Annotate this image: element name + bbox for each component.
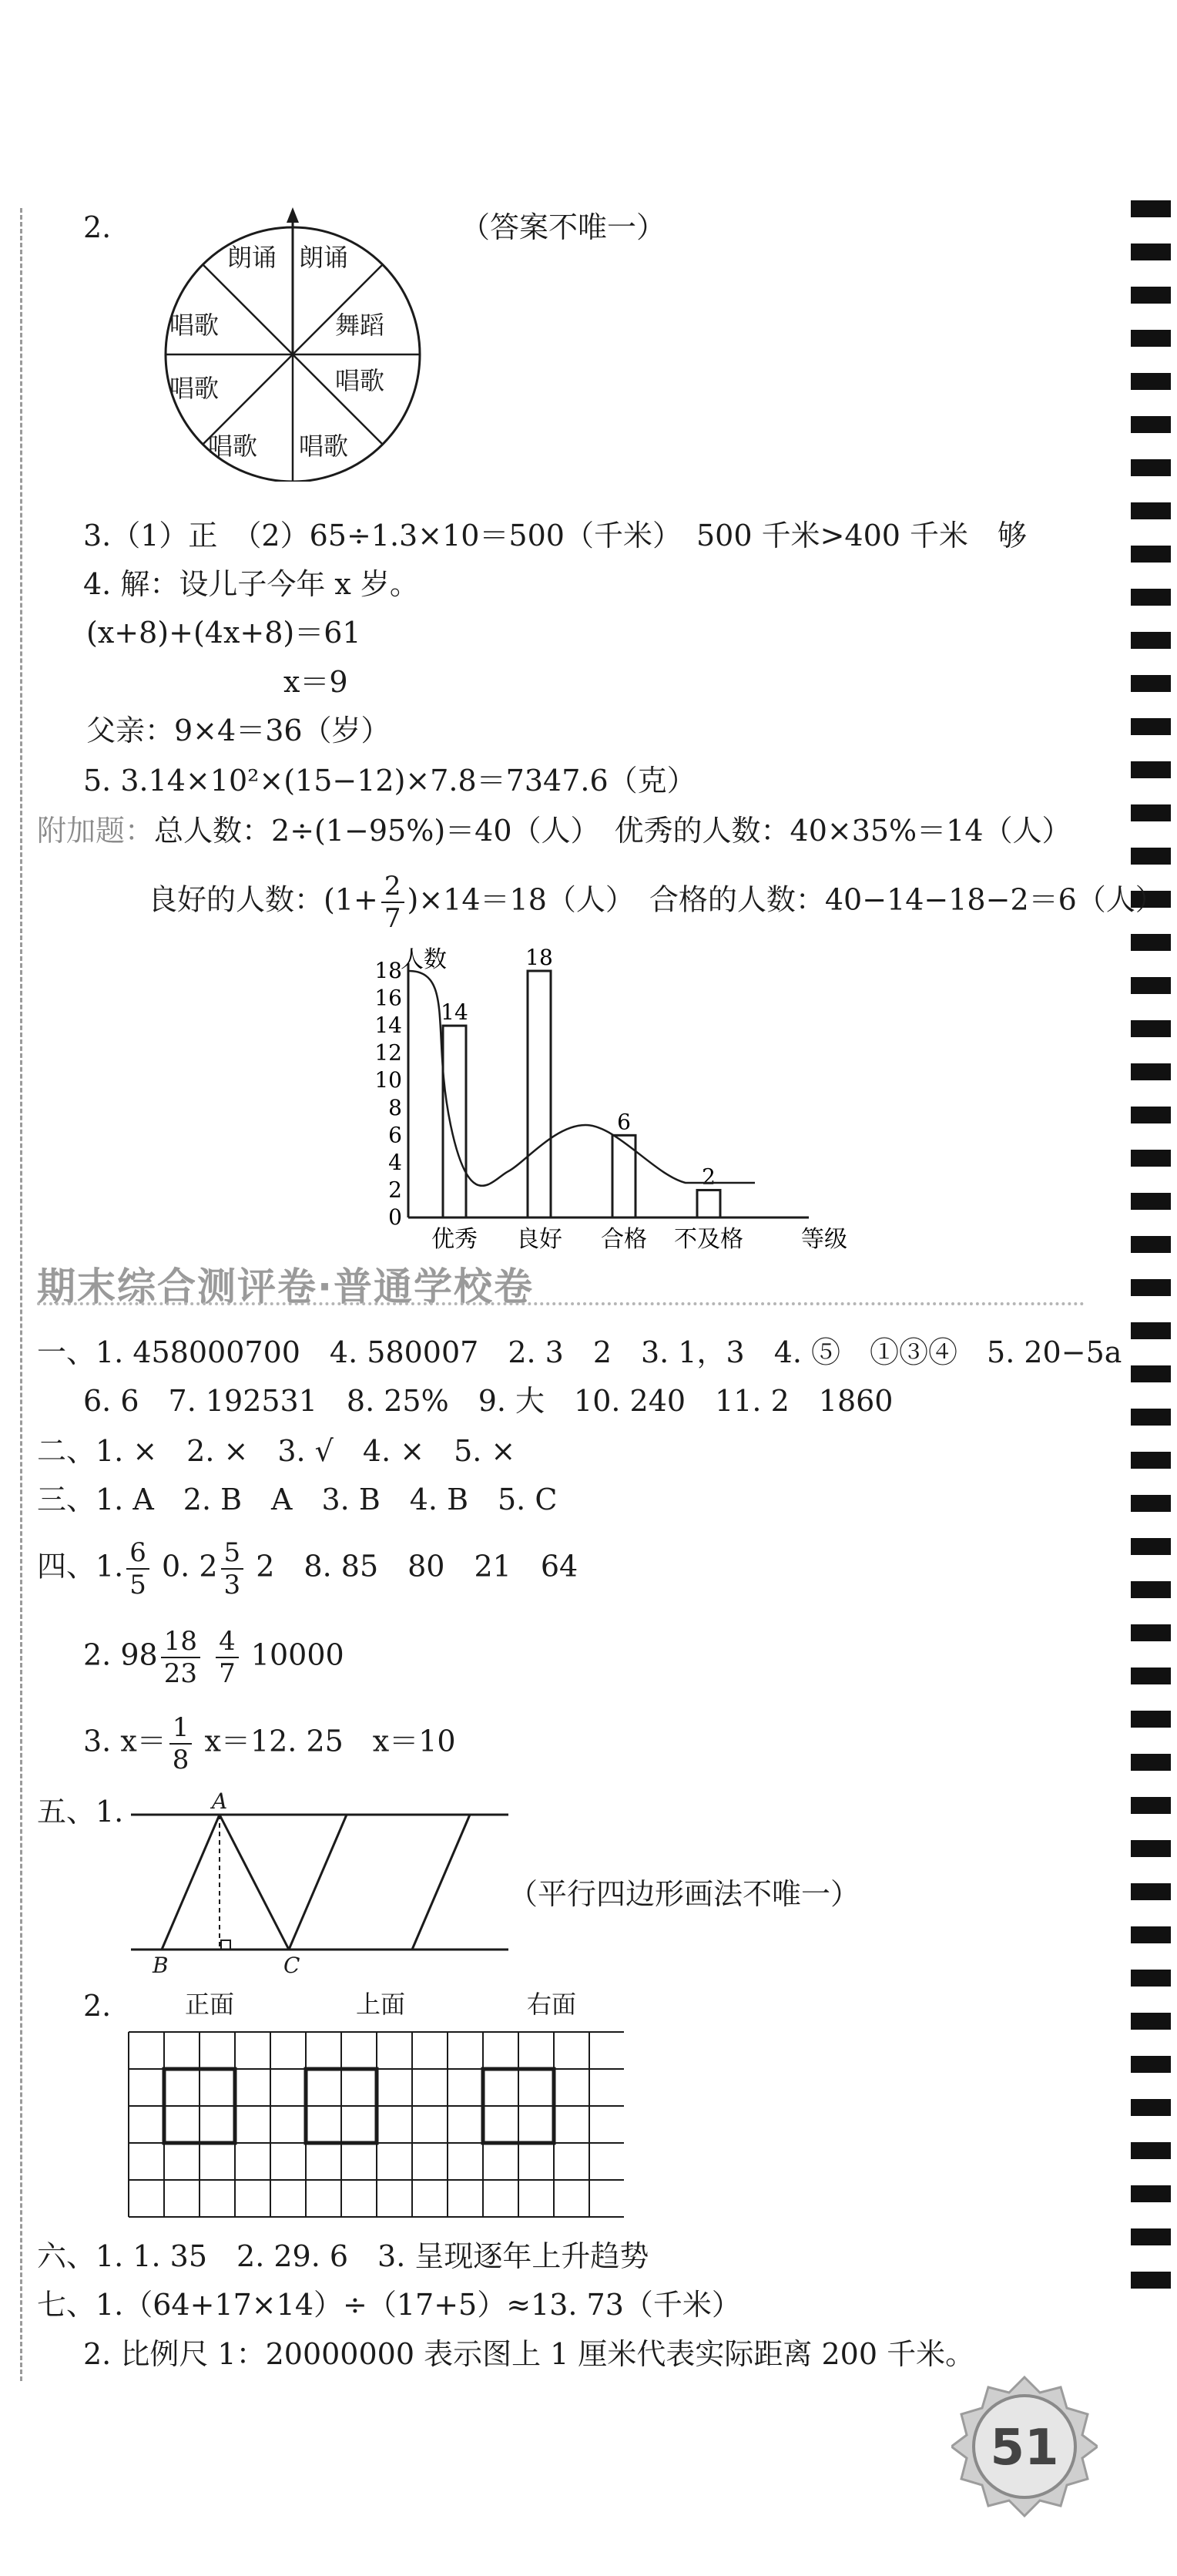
sector-3: 舞蹈 <box>335 311 385 340</box>
q2-number: 2. <box>83 210 112 244</box>
point-c-label: C <box>283 1953 300 1977</box>
q4-line-2: (x+8)+(4x+8)＝61 <box>86 616 361 650</box>
point-a-label: A <box>212 1792 228 1814</box>
section-title: 期末综合测评卷·普通学校卷 <box>37 1264 534 1309</box>
bonus-line-2 <box>148 871 1165 934</box>
part5-label: 五、1. <box>37 1795 124 1829</box>
view-grid <box>127 2030 624 2223</box>
q4-line-1: 4. 解：设儿子今年 x 岁。 <box>83 567 419 601</box>
bonus-good-rest: )×14＝18（人） 合格的人数：40−14−18−2＝6（人） <box>407 882 1165 917</box>
part1-line-2: 6. 6 7. 192531 8. 25% 9. 大 10. 240 11. 2 1860 <box>83 1384 894 1418</box>
side-margin-marks <box>1131 200 1171 2315</box>
spinner-pointer-icon <box>287 207 299 223</box>
bar-chart <box>362 944 863 1252</box>
q4-line-3: x＝9 <box>283 665 348 699</box>
sector-6: 唱歌 <box>208 432 258 461</box>
sector-5: 唱歌 <box>299 432 349 461</box>
part4-line-1: 四、1. $\frac{6}{5}$ 0. 2 $\frac{5}{3}$ 2 8. 85 80 21 64 <box>37 1537 578 1600</box>
x-tick-label: 良好 <box>516 1226 562 1252</box>
point-b-label: B <box>153 1953 169 1977</box>
bar-1 <box>443 1026 466 1217</box>
view-front-label: 正面 <box>185 1990 235 2019</box>
y-tick-label: 6 <box>388 1122 402 1148</box>
bar-data-label: 18 <box>525 945 553 970</box>
binding-dash-line <box>20 208 22 2381</box>
x-axis-label: 等级 <box>801 1226 847 1252</box>
x-tick-label: 合格 <box>601 1226 647 1252</box>
x-tick-label: 不及格 <box>674 1226 743 1252</box>
y-axis-label: 人数 <box>401 946 447 973</box>
q3-line: 3.（1）正 （2）65÷1.3×10＝500（千米） 500 千米>400 千米 够 <box>83 519 1028 552</box>
spinner-wheel <box>154 204 431 482</box>
bar-data-label: 2 <box>702 1164 716 1190</box>
bonus-label: 附加题： <box>37 814 155 848</box>
y-tick-label: 12 <box>374 1039 402 1066</box>
bonus-good-label: 良好的人数： <box>148 882 324 917</box>
sector-1: 朗诵 <box>227 243 277 272</box>
y-tick-label: 8 <box>388 1094 402 1120</box>
part2-line: 二、1. × 2. × 3. √ 4. × 5. × <box>37 1434 516 1468</box>
parallelogram-figure <box>116 1792 516 1977</box>
bar-data-label: 14 <box>441 999 468 1026</box>
q4-line-4: 父亲：9×4＝36（岁） <box>86 714 391 747</box>
y-tick-label: 0 <box>388 1204 402 1230</box>
part5-q2: 2. <box>83 1989 112 2023</box>
bonus-paren: (1+ <box>324 882 378 917</box>
bonus-line-1 <box>37 813 1071 848</box>
bonus-total: 总人数：2÷(1−95%)＝40（人） 优秀的人数：40×35%＝14（人） <box>154 814 1071 848</box>
page-number-badge <box>951 2373 1098 2520</box>
y-tick-label: 16 <box>374 985 402 1011</box>
sector-7: 唱歌 <box>169 374 220 403</box>
y-tick-label: 18 <box>374 958 402 983</box>
part7-line-2: 2. 比例尺 1：20000000 表示图上 1 厘米代表实际距离 200 千米。 <box>83 2337 975 2371</box>
q2-note: （答案不唯一） <box>461 210 666 244</box>
part4-line-3: 3. x＝ $\frac{1}{8}$ x＝12. 25 x＝10 <box>83 1712 456 1775</box>
y-tick-label: 14 <box>374 1013 402 1039</box>
part4-line-2: 2. 98 $\frac{18}{23}$ $\frac{4}{7}$ 10000 <box>83 1626 344 1689</box>
x-tick-label: 优秀 <box>431 1226 478 1252</box>
part5-note: （平行四边形画法不唯一） <box>508 1877 860 1911</box>
part6-line: 六、1. 1. 35 2. 29. 6 3. 呈现逐年上升趋势 <box>37 2239 649 2273</box>
part7-line-1: 七、1.（64+17×14）÷（17+5）≈13. 73（千米） <box>37 2288 741 2322</box>
y-tick-label: 2 <box>388 1177 402 1203</box>
q5-line: 5. 3.14×10²×(15−12)×7.8＝7347.6（克） <box>83 764 696 798</box>
bar-4 <box>697 1190 720 1217</box>
sector-2: 朗诵 <box>299 243 349 272</box>
sector-8: 唱歌 <box>169 311 220 340</box>
part1-line-1: 一、1. 458000700 4. 580007 2. 3 2 3. 1，3 4. ⑤ ①③④ 5. 20−5a <box>37 1335 1122 1369</box>
view-top-label: 上面 <box>356 1990 406 2019</box>
part3-line: 三、1. A 2. B A 3. B 4. B 5. C <box>37 1483 558 1516</box>
view-right-label: 右面 <box>527 1990 577 2019</box>
section-divider <box>37 1302 1085 1305</box>
y-tick-label: 4 <box>388 1149 402 1175</box>
page-number: 51 <box>990 2420 1059 2477</box>
bonus-fraction: $\frac{2}{7}$ <box>381 871 404 934</box>
sector-4: 唱歌 <box>335 366 385 395</box>
y-tick-label: 10 <box>374 1067 402 1093</box>
bar-data-label: 6 <box>617 1109 631 1135</box>
bar-2 <box>528 971 551 1217</box>
